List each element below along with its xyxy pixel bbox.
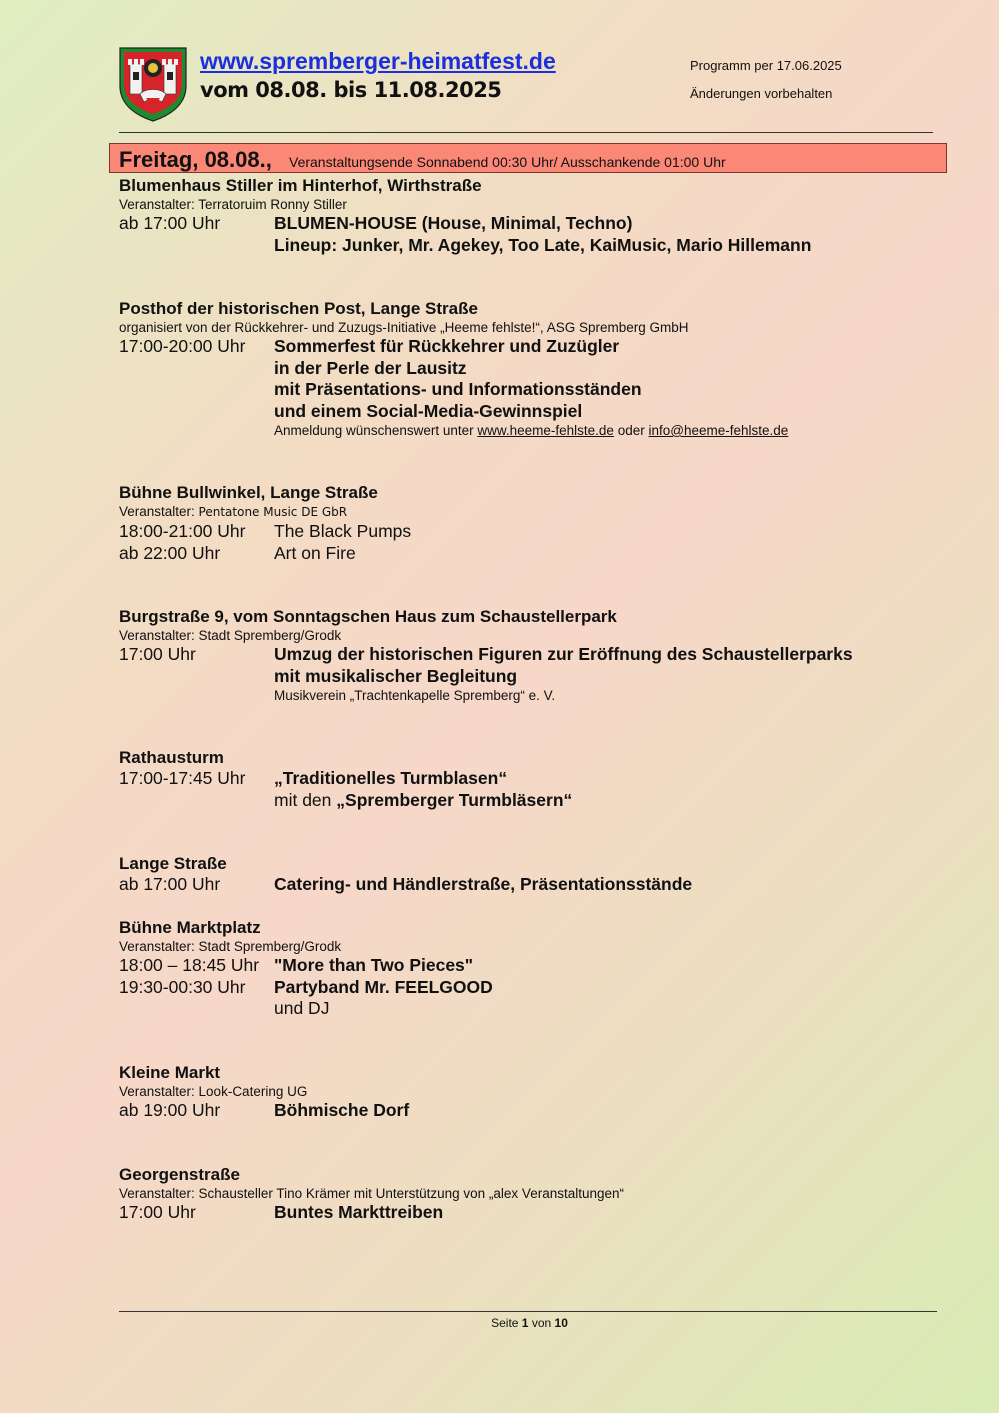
event-time: ab 22:00 Uhr [119,542,221,563]
venue-name: Kleine Markt [119,1063,221,1082]
page-footer [0,1316,999,1330]
organizer-name: Pentatone Music DE GbR [198,505,348,519]
event-title: The Black Pumps [274,521,412,541]
organizer-label: Veranstalter: [119,504,199,519]
event-title: Umzug der historischen Figuren zur Eröffnung des Schaustellerparks [274,644,853,664]
event-performer: „Spremberger Turmbläsern“ [336,789,573,810]
website-link[interactable]: www.heeme-fehlste.de [477,423,614,438]
organizer: Veranstalter: Look-Catering UG [119,1084,308,1099]
event-time: 17:00-20:00 Uhr [119,336,246,356]
event-title: Art on Fire [274,542,356,563]
venue-name: Bühne Marktplatz [119,918,261,937]
venue-section [119,607,959,705]
date-range: vom 08.08. bis 11.08.2025 [200,78,502,102]
event-time: ab 19:00 Uhr [119,1100,221,1120]
venue-name: Burgstraße 9, vom Sonntagschen Haus zum Schaustellerpark [119,607,617,626]
schedule-row [119,521,959,543]
event-title: "More than Two Pieces" [274,955,474,975]
schedule-row [119,977,959,999]
organizer: organisiert von der Rückkehrer- und Zuzugs-Initiative „Heeme fehlste!“, ASG Spremberg GmbH [119,320,689,335]
venue-name: Posthof der historischen Post, Lange Straße [119,299,478,318]
venue-name: Lange Straße [119,854,227,873]
venue-section [119,176,959,256]
event-title: Catering- und Händlerstraße, Präsentationsstände [274,874,693,894]
schedule-row [119,213,959,235]
venue-section [119,1063,959,1122]
page-total: 10 [554,1316,568,1330]
organizer: Veranstalter: Schausteller Tino Krämer mit Unterstützung von „alex Veranstaltungen“ [119,1186,625,1201]
event-lineup: Lineup: Junker, Mr. Agekey, Too Late, KaiMusic, Mario Hillemann [274,234,812,255]
venue-name: Georgenstraße [119,1165,240,1184]
schedule-row [119,336,959,358]
event-time: ab 17:00 Uhr [119,874,221,894]
venue-section [119,1165,959,1224]
event-line: mit musikalischer Begleitung [274,665,518,686]
page-number: 1 [521,1316,529,1330]
schedule-row [119,644,959,666]
email-link[interactable]: info@heeme-fehlste.de [648,423,789,438]
event-line: und einem Social-Media-Gewinnspiel [274,400,583,421]
venue-section [119,748,959,811]
schedule-row [119,768,959,790]
event-text: mit den [274,789,332,810]
event-time: 17:00 Uhr [119,644,196,664]
venue-name: Rathausturm [119,748,224,767]
event-line [274,790,959,812]
event-line: und DJ [274,998,330,1018]
event-time: 17:00 Uhr [119,1202,196,1222]
event-line: in der Perle der Lausitz [274,357,467,378]
note-text: Anmeldung wünschenswert unter [274,423,478,438]
event-time: 18:00-21:00 Uhr [119,521,246,541]
footer-divider [119,1311,937,1312]
organizer: Veranstalter: Terratoruim Ronny Stiller [119,197,347,212]
schedule-row [119,543,959,565]
event-time: 17:00-17:45 Uhr [119,768,246,788]
venue-section [119,483,959,564]
header-divider [119,132,933,133]
organizer: Veranstalter: Stadt Spremberg/Grodk [119,939,342,954]
site-url-link[interactable]: www.spremberger-heimatfest.de [200,48,556,74]
event-title: BLUMEN-HOUSE (House, Minimal, Techno) [274,213,633,233]
schedule-row [119,955,959,977]
schedule-row [119,874,959,896]
schedule-row [119,1202,959,1224]
event-time: ab 17:00 Uhr [119,213,221,233]
page-label: Seite [491,1316,519,1330]
day-title: Freitag, 08.08., [119,147,272,172]
venue-name: Bühne Bullwinkel, Lange Straße [119,483,378,502]
event-time: 18:00 – 18:45 Uhr [119,955,260,975]
event-title: Sommerfest für Rückkehrer und Zuzügler [274,336,620,356]
event-note: Musikverein „Trachtenkapelle Spremberg“ e. V. [274,688,556,703]
event-line: mit Präsentations- und Informationsständen [274,379,642,399]
event-title: Partyband Mr. FEELGOOD [274,976,493,997]
registration-note [274,422,959,440]
of-label: von [531,1316,552,1330]
schedule-row [119,1100,959,1122]
day-note: Veranstaltungsende Sonnabend 00:30 Uhr/ Ausschankende 01:00 Uhr [289,154,726,170]
venue-section [119,299,959,440]
changes-note: Änderungen vorbehalten [690,86,833,101]
event-title: Buntes Markttreiben [274,1202,444,1222]
note-text: oder [613,423,649,438]
event-title: „Traditionelles Turmblasen“ [274,768,508,788]
event-time: 19:30-00:30 Uhr [119,976,246,997]
venue-name: Blumenhaus Stiller im Hinterhof, Wirthstraße [119,176,482,195]
venue-section [119,854,959,896]
coat-of-arms-icon [118,46,188,122]
organizer: Veranstalter: Stadt Spremberg/Grodk [119,628,342,643]
program-date: Programm per 17.06.2025 [690,58,842,73]
venue-section [119,918,959,1020]
organizer [119,503,959,521]
event-title: Böhmische Dorf [274,1100,410,1120]
